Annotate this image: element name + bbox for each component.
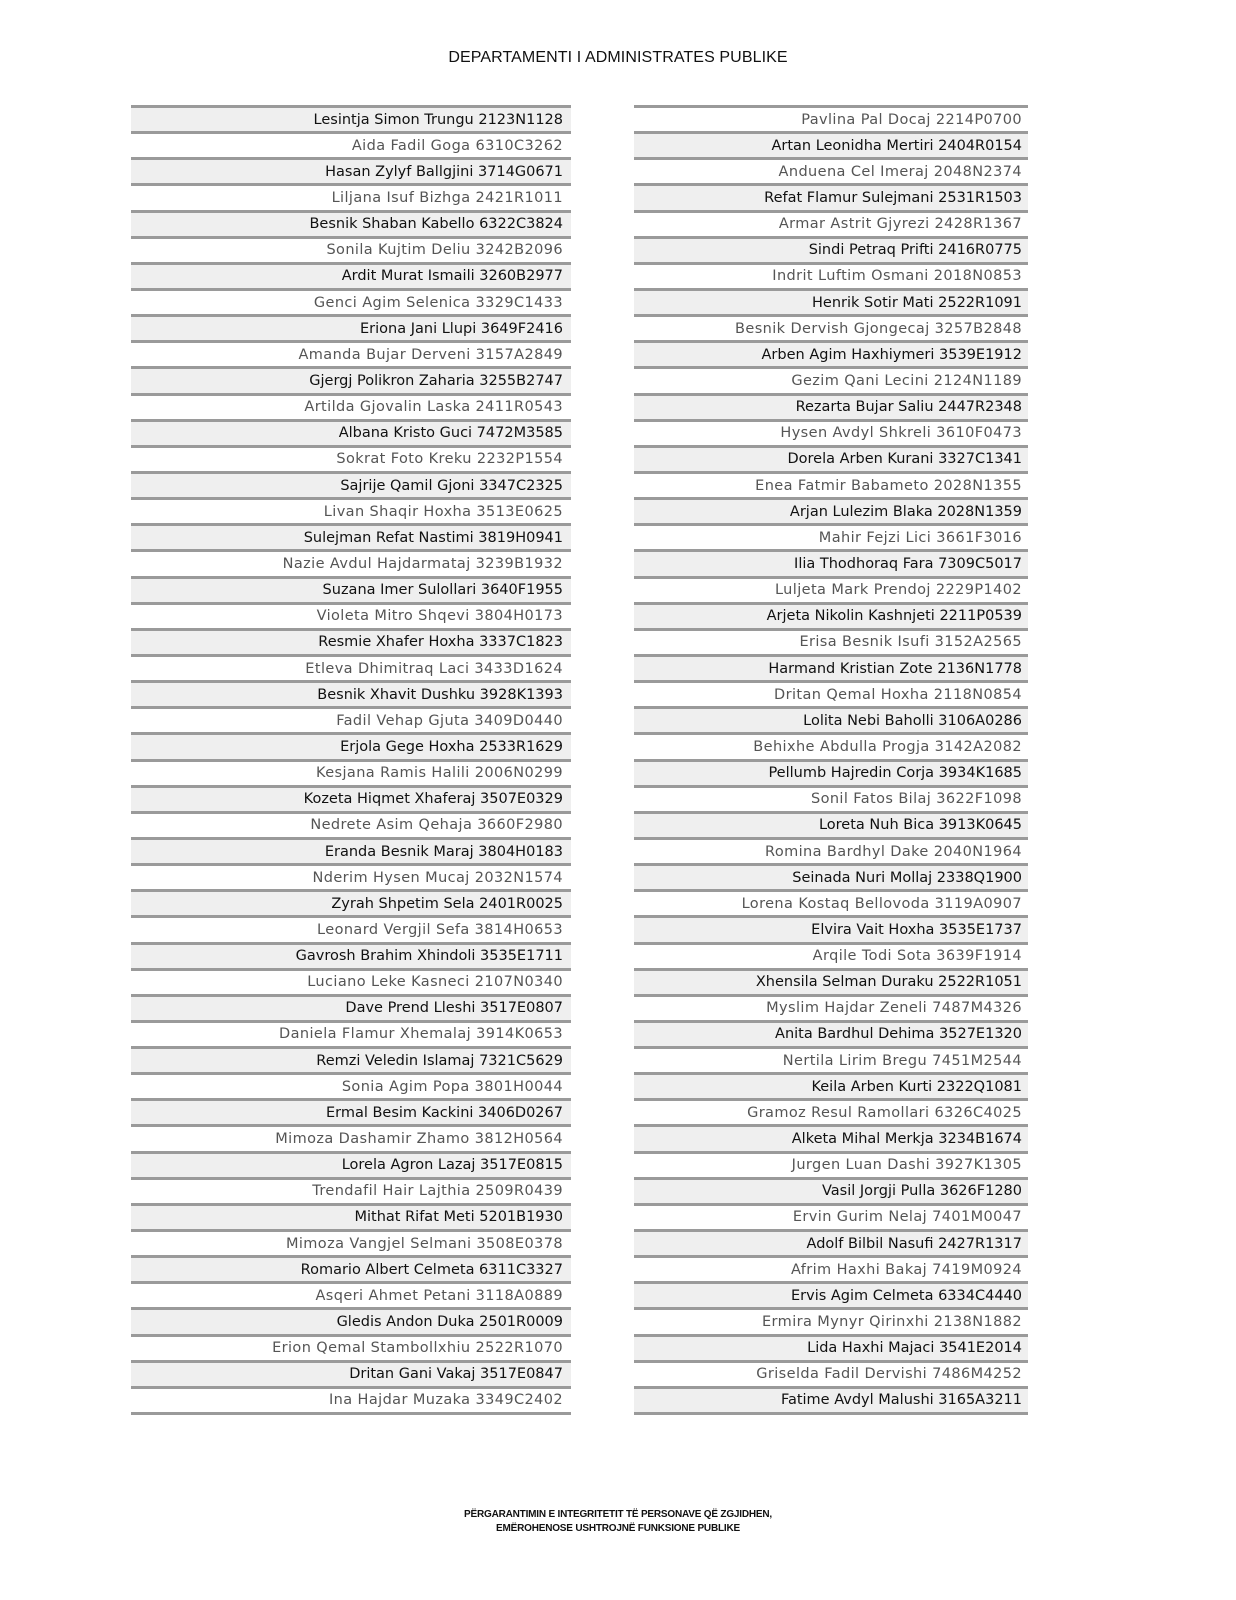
left-name-list [131,105,571,1415]
list-item: Indrit Luftim Osmani 2018N0853 [634,265,1028,291]
footer-line-2: EMËROHENOSE USHTROJNË FUNKSIONE PUBLIKE [496,1523,740,1534]
list-item: Refat Flamur Sulejmani 2531R1503 [634,186,1028,212]
list-item: Lorena Kostaq Bellovoda 3119A0907 [634,892,1028,918]
list-item: Elvira Vait Hoxha 3535E1737 [634,918,1028,944]
list-item: Kozeta Hiqmet Xhaferaj 3507E0329 [131,788,571,814]
list-item: Albana Kristo Guci 7472M3585 [131,422,571,448]
list-item: Behixhe Abdulla Progja 3142A2082 [634,735,1028,761]
list-item: Sonila Kujtim Deliu 3242B2096 [131,239,571,265]
list-item: Alketa Mihal Merkja 3234B1674 [634,1127,1028,1153]
footer-line-1: PËRGARANTIMIN E INTEGRITETIT TË PERSONAVE QË ZGJIDHEN, [464,1509,772,1520]
list-item: Dave Prend Lleshi 3517E0807 [131,997,571,1023]
list-item: Mimoza Dashamir Zhamo 3812H0564 [131,1127,571,1153]
list-item: Keila Arben Kurti 2322Q1081 [634,1075,1028,1101]
list-item: Henrik Sotir Mati 2522R1091 [634,291,1028,317]
list-item: Remzi Veledin Islamaj 7321C5629 [131,1049,571,1075]
list-item: Enea Fatmir Babameto 2028N1355 [634,474,1028,500]
list-item: Romario Albert Celmeta 6311C3327 [131,1258,571,1284]
list-item: Vasil Jorgji Pulla 3626F1280 [634,1180,1028,1206]
list-item: Romina Bardhyl Dake 2040N1964 [634,840,1028,866]
list-item: Afrim Haxhi Bakaj 7419M0924 [634,1258,1028,1284]
list-item: Ilia Thodhoraq Fara 7309C5017 [634,552,1028,578]
list-item: Arqile Todi Sota 3639F1914 [634,945,1028,971]
list-item: Arjan Lulezim Blaka 2028N1359 [634,500,1028,526]
list-item: Loreta Nuh Bica 3913K0645 [634,814,1028,840]
page-footer [0,1508,1236,1536]
list-item: Zyrah Shpetim Sela 2401R0025 [131,892,571,918]
list-item: Eranda Besnik Maraj 3804H0183 [131,840,571,866]
list-item: Griselda Fadil Dervishi 7486M4252 [634,1363,1028,1389]
list-item: Nertila Lirim Bregu 7451M2544 [634,1049,1028,1075]
list-item: Anita Bardhul Dehima 3527E1320 [634,1023,1028,1049]
list-item: Lorela Agron Lazaj 3517E0815 [131,1154,571,1180]
list-item: Artan Leonidha Mertiri 2404R0154 [634,134,1028,160]
list-item: Gavrosh Brahim Xhindoli 3535E1711 [131,945,571,971]
list-item: Resmie Xhafer Hoxha 3337C1823 [131,631,571,657]
list-item: Suzana Imer Sulollari 3640F1955 [131,579,571,605]
list-item: Fatime Avdyl Malushi 3165A3211 [634,1389,1028,1415]
list-item: Sajrije Qamil Gjoni 3347C2325 [131,474,571,500]
list-item: Anduena Cel Imeraj 2048N2374 [634,160,1028,186]
list-item: Seinada Nuri Mollaj 2338Q1900 [634,866,1028,892]
list-item: Violeta Mitro Shqevi 3804H0173 [131,605,571,631]
list-item: Xhensila Selman Duraku 2522R1051 [634,971,1028,997]
list-item: Pellumb Hajredin Corja 3934K1685 [634,762,1028,788]
list-item: Lesintja Simon Trungu 2123N1128 [131,105,571,134]
list-item: Arben Agim Haxhiymeri 3539E1912 [634,343,1028,369]
list-item: Gledis Andon Duka 2501R0009 [131,1310,571,1336]
list-item: Dorela Arben Kurani 3327C1341 [634,448,1028,474]
list-item: Ermal Besim Kackini 3406D0267 [131,1101,571,1127]
list-item: Artilda Gjovalin Laska 2411R0543 [131,396,571,422]
list-item: Rezarta Bujar Saliu 2447R2348 [634,396,1028,422]
list-item: Liljana Isuf Bizhga 2421R1011 [131,186,571,212]
list-item: Mimoza Vangjel Selmani 3508E0378 [131,1232,571,1258]
list-item: Nderim Hysen Mucaj 2032N1574 [131,866,571,892]
list-item: Ervin Gurim Nelaj 7401M0047 [634,1206,1028,1232]
list-item: Kesjana Ramis Halili 2006N0299 [131,762,571,788]
list-item: Eriona Jani Llupi 3649F2416 [131,317,571,343]
list-item: Armar Astrit Gjyrezi 2428R1367 [634,213,1028,239]
list-item: Ervis Agim Celmeta 6334C4440 [634,1284,1028,1310]
list-item: Livan Shaqir Hoxha 3513E0625 [131,500,571,526]
list-item: Gramoz Resul Ramollari 6326C4025 [634,1101,1028,1127]
list-item: Besnik Shaban Kabello 6322C3824 [131,213,571,239]
list-item: Hysen Avdyl Shkreli 3610F0473 [634,422,1028,448]
list-item: Harmand Kristian Zote 2136N1778 [634,657,1028,683]
list-item: Besnik Dervish Gjongecaj 3257B2848 [634,317,1028,343]
list-item: Luciano Leke Kasneci 2107N0340 [131,971,571,997]
list-item: Gezim Qani Lecini 2124N1189 [634,369,1028,395]
list-item: Trendafil Hair Lajthia 2509R0439 [131,1180,571,1206]
list-item: Sulejman Refat Nastimi 3819H0941 [131,526,571,552]
list-item: Hasan Zylyf Ballgjini 3714G0671 [131,160,571,186]
list-item: Genci Agim Selenica 3329C1433 [131,291,571,317]
list-item: Lida Haxhi Majaci 3541E2014 [634,1337,1028,1363]
list-item: Jurgen Luan Dashi 3927K1305 [634,1154,1028,1180]
list-item: Sonil Fatos Bilaj 3622F1098 [634,788,1028,814]
list-item: Sindi Petraq Prifti 2416R0775 [634,239,1028,265]
list-item: Amanda Bujar Derveni 3157A2849 [131,343,571,369]
list-item: Fadil Vehap Gjuta 3409D0440 [131,709,571,735]
list-item: Leonard Vergjil Sefa 3814H0653 [131,918,571,944]
list-item: Ina Hajdar Muzaka 3349C2402 [131,1389,571,1415]
list-item: Daniela Flamur Xhemalaj 3914K0653 [131,1023,571,1049]
list-item: Mahir Fejzi Lici 3661F3016 [634,526,1028,552]
list-item: Besnik Xhavit Dushku 3928K1393 [131,683,571,709]
right-name-list [634,105,1028,1415]
list-item: Erisa Besnik Isufi 3152A2565 [634,631,1028,657]
list-item: Gjergj Polikron Zaharia 3255B2747 [131,369,571,395]
list-item: Sokrat Foto Kreku 2232P1554 [131,448,571,474]
list-item: Arjeta Nikolin Kashnjeti 2211P0539 [634,605,1028,631]
list-item: Myslim Hajdar Zeneli 7487M4326 [634,997,1028,1023]
list-item: Mithat Rifat Meti 5201B1930 [131,1206,571,1232]
list-item: Erjola Gege Hoxha 2533R1629 [131,735,571,761]
list-item: Etleva Dhimitraq Laci 3433D1624 [131,657,571,683]
list-item: Nedrete Asim Qehaja 3660F2980 [131,814,571,840]
list-item: Adolf Bilbil Nasufi 2427R1317 [634,1232,1028,1258]
page-title: DEPARTAMENTI I ADMINISTRATES PUBLIKE [448,49,788,66]
list-item: Ermira Mynyr Qirinxhi 2138N1882 [634,1310,1028,1336]
list-item: Pavlina Pal Docaj 2214P0700 [634,105,1028,134]
list-item: Asqeri Ahmet Petani 3118A0889 [131,1284,571,1310]
list-item: Ardit Murat Ismaili 3260B2977 [131,265,571,291]
list-item: Dritan Qemal Hoxha 2118N0854 [634,683,1028,709]
list-item: Aida Fadil Goga 6310C3262 [131,134,571,160]
list-item: Sonia Agim Popa 3801H0044 [131,1075,571,1101]
list-item: Lolita Nebi Baholli 3106A0286 [634,709,1028,735]
list-item: Luljeta Mark Prendoj 2229P1402 [634,579,1028,605]
list-item: Dritan Gani Vakaj 3517E0847 [131,1363,571,1389]
list-item: Nazie Avdul Hajdarmataj 3239B1932 [131,552,571,578]
list-item: Erion Qemal Stambollxhiu 2522R1070 [131,1337,571,1363]
